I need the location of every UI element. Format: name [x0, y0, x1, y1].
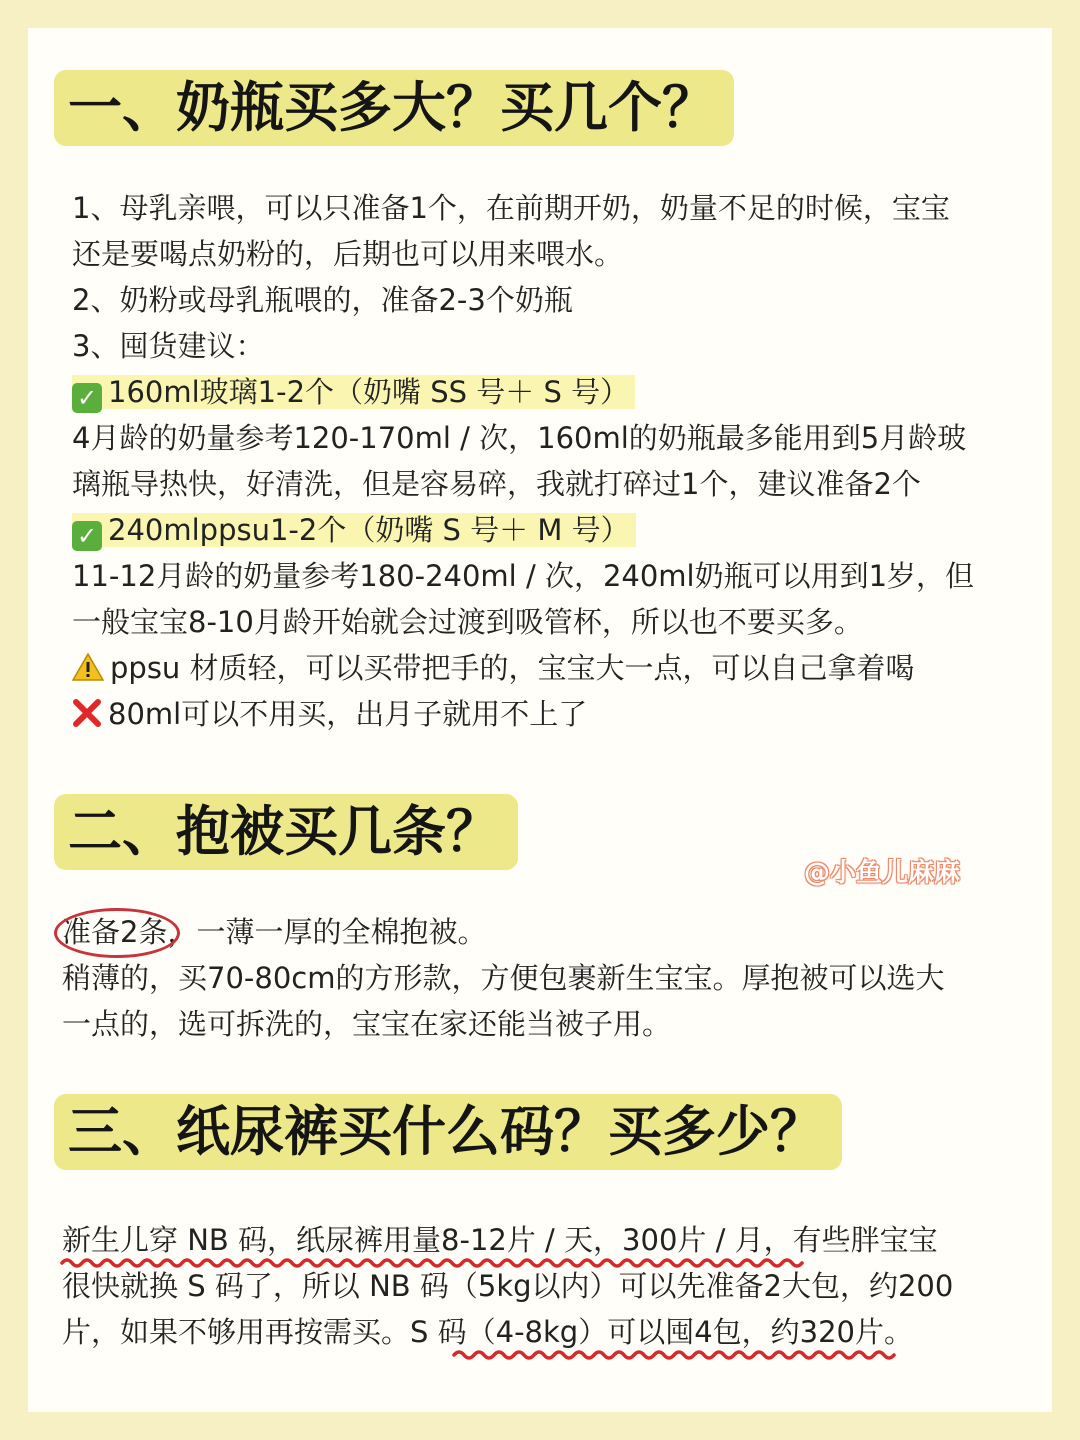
section2-heading: 二、抱被买几条？ — [54, 794, 518, 870]
check-mark-icon: ✓ — [72, 521, 102, 551]
section3-line-2: 很快就换 S 码了，所以 NB 码（5kg以内）可以先准备2大包，约200 — [62, 1269, 954, 1303]
section3-line-1: 新生儿穿 NB 码，纸尿裤用量8-12片 / 天，300片 / 月，有些胖宝宝 — [62, 1223, 938, 1257]
section1-line-4: 3、囤货建议： — [72, 329, 265, 363]
warning-text: ppsu 材质轻，可以买带把手的，宝宝大一点，可以自己拿着喝 — [110, 651, 915, 685]
item1-line-1: 4月龄的奶量参考120-170ml / 次，160ml的奶瓶最多能用到5月龄玻 — [72, 421, 967, 455]
red-wavy-underline-1 — [62, 1256, 822, 1270]
item1-title: 160ml玻璃1-2个（奶嘴 SS 号＋ S 号） — [108, 375, 630, 409]
item1-line-2: 璃瓶导热快，好清洗，但是容易碎，我就打碎过1个，建议准备2个 — [72, 467, 921, 501]
section2-line-1-rest: ，一薄一厚的全棉抱被。 — [167, 915, 487, 949]
section2-highlight: 准备2条 — [62, 915, 168, 949]
cross-row — [72, 692, 587, 741]
red-wavy-underline-2 — [454, 1348, 916, 1362]
section2-line-3: 一点的，选可拆洗的，宝宝在家还能当被子用。 — [62, 1007, 672, 1041]
item2-line-2: 一般宝宝8-10月龄开始就会过渡到吸管杯，所以也不要买多。 — [72, 605, 863, 639]
section1-heading: 一、奶瓶买多大？买几个？ — [54, 70, 734, 146]
section1-line-3: 2、奶粉或母乳瓶喂的，准备2-3个奶瓶 — [72, 283, 573, 317]
section1-line-1: 1、母乳亲喂，可以只准备1个，在前期开奶，奶量不足的时候，宝宝 — [72, 191, 950, 225]
watermark: @小鱼儿麻麻 — [804, 858, 961, 888]
cross-mark-icon — [72, 696, 102, 741]
section2-line-2: 稍薄的，买70-80cm的方形款，方便包裹新生宝宝。厚抱被可以选大 — [62, 961, 945, 995]
item1-title-row — [72, 370, 635, 415]
red-circle-mark — [54, 908, 180, 958]
item2-title-row — [72, 508, 636, 553]
check-mark-icon: ✓ — [72, 383, 102, 413]
cross-text: 80ml可以不用买，出月子就用不上了 — [108, 697, 588, 731]
item2-line-1: 11-12月龄的奶量参考180-240ml / 次，240ml奶瓶可以用到1岁，但 — [72, 559, 975, 593]
warning-row — [72, 646, 915, 695]
item2-title: 240mlppsu1-2个（奶嘴 S 号＋ M 号） — [108, 513, 630, 547]
section3-heading: 三、纸尿裤买什么码？买多少？ — [54, 1094, 842, 1170]
section3-line-3: 片，如果不够用再按需买。S 码（4-8kg）可以囤4包，约320片。 — [62, 1315, 913, 1349]
warning-icon — [72, 650, 104, 695]
section1-line-2: 还是要喝点奶粉的，后期也可以用来喂水。 — [72, 237, 624, 271]
